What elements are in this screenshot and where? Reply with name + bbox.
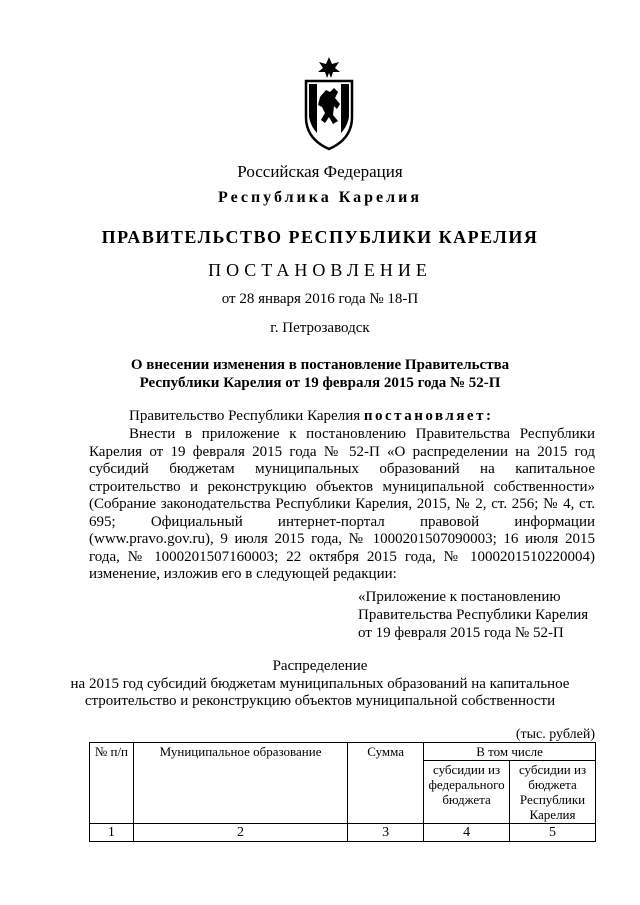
table-cell: 3 [348, 824, 424, 842]
appendix-line-2: Правительства Республики Карелия [358, 607, 589, 623]
document-type: ПОСТАНОВЛЕНИЕ [208, 260, 432, 280]
resolution-verb: постановляет: [363, 408, 494, 424]
table-header-row [90, 743, 596, 761]
appendix-line-3: от 19 февраля 2015 года № 52-П [358, 625, 564, 641]
table-cell: 4 [424, 824, 510, 842]
distribution-table [89, 742, 596, 842]
header-number: № п/п [90, 743, 134, 824]
resolution-body: Внести в приложение к постановлению Правительства Республики Карелия от 19 февраля 2015 года № 52-П «О распределении на 2015 год субсидий бюджетам муниципальных образований на капитальное строительство и реконструкцию объектов муниципальной собственности» (Собрание законодательства Республики Карелия, 2015, № 2, ст. 256; № 4, ст. 695; Официальный интернет-портал правовой информации (www.pravo.gov.ru), 9 июля 2015 года, № 1000201507090003; 16 июля 2015 года, № 1000201507160003; 22 октября 2015 года, № 1000201510220004) изменение, изложив его в следующей редакции: [89, 426, 595, 582]
units-label: (тыс. рублей) [515, 727, 595, 742]
document-date: от 28 января 2016 года № 18-П [221, 291, 419, 307]
appendix-reference [358, 588, 588, 642]
subject-line-1: О внесении изменения в постановление Правительства [130, 357, 510, 373]
header-including: В том числе [424, 743, 596, 761]
header-municipality: Муниципальное образование [133, 743, 347, 824]
distribution-heading [0, 658, 640, 711]
appendix-line-1: «Приложение к постановлению [358, 589, 561, 605]
country-name: Российская Федерация [237, 162, 403, 181]
table-cell: 1 [90, 824, 134, 842]
table-cell: 5 [510, 824, 596, 842]
karelia-coat-of-arms-icon [300, 57, 358, 151]
resolution-intro-text: Правительство Республики Карелия [129, 408, 364, 424]
government-title: ПРАВИТЕЛЬСТВО РЕСПУБЛИКИ КАРЕЛИЯ [101, 227, 539, 247]
subject-line-2: Республики Карелия от 19 февраля 2015 года № 52-П [139, 375, 501, 391]
distribution-title: Распределение [272, 658, 368, 674]
republic-name: Республика Карелия [218, 189, 422, 206]
table-row [90, 824, 596, 842]
distribution-line-1: на 2015 год субсидий бюджетам муниципальных образований на капитальное [70, 675, 570, 692]
document-city: г. Петрозаводск [270, 320, 370, 336]
distribution-line-2: строительство и реконструкцию объектов муниципальной собственности [84, 693, 556, 709]
header-sum: Сумма [348, 743, 424, 824]
document-subject [0, 356, 640, 392]
table-cell: 2 [133, 824, 347, 842]
header-federal: субсидии из федерального бюджета [424, 761, 510, 824]
header-republic-budget: субсидии из бюджета Республики Карелия [510, 761, 596, 824]
resolution-intro [89, 408, 595, 426]
